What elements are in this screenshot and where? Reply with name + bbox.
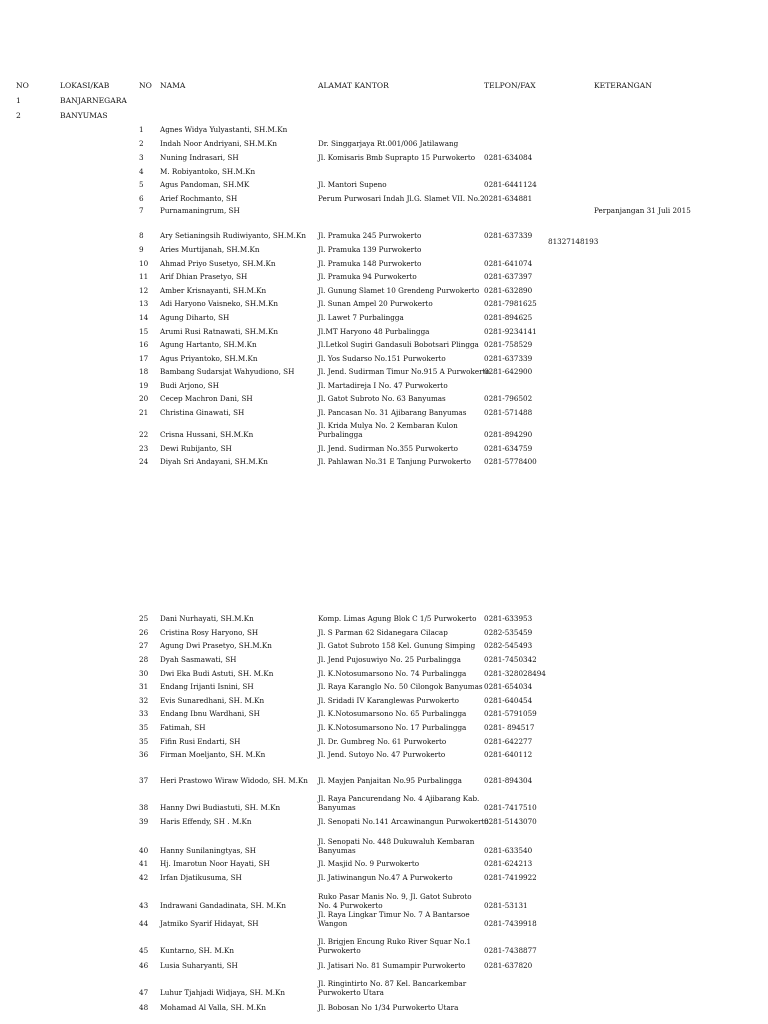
phone-fax: 0281-758529 xyxy=(484,340,533,349)
notary-name: Lusia Suharyanti, SH xyxy=(160,961,238,970)
row-number: 44 xyxy=(139,919,149,928)
notary-name: Firman Moeljanto, SH. M.Kn xyxy=(160,750,266,759)
office-address: Jl. Sunan Ampel 20 Purwokerto xyxy=(318,299,433,308)
row-number: 2 xyxy=(139,139,144,148)
office-address: Komp. Limas Agung Blok C 1/5 Purwokerto xyxy=(318,614,477,623)
row-number: 40 xyxy=(139,846,149,855)
row-number: 33 xyxy=(139,709,149,718)
notary-name: Luhur Tjahjadi Widjaya, SH. M.Kn xyxy=(160,988,286,997)
notary-name: Nuning Indrasari, SH xyxy=(160,153,239,162)
notary-name: Agung Diharto, SH xyxy=(160,313,230,322)
row-number: 15 xyxy=(139,327,149,336)
header-alamat: ALAMAT KANTOR xyxy=(318,81,389,90)
row-number: 7 xyxy=(139,206,144,215)
office-address: Jl. Dr. Gumbreg No. 61 Purwokerto xyxy=(318,737,447,746)
row-number: 32 xyxy=(139,696,149,705)
office-address: Jl. Sridadi IV Karanglewas Purwokerto xyxy=(318,696,460,705)
notary-name: Endang Irijanti Isnini, SH xyxy=(160,682,254,691)
office-address: Jl. Martadireja I No. 47 Purwokerto xyxy=(318,381,448,390)
row-number: 27 xyxy=(139,641,149,650)
row-number: 18 xyxy=(139,367,149,376)
row-number: 12 xyxy=(139,286,149,295)
row-number: 30 xyxy=(139,669,149,678)
office-address: Ruko Pasar Manis No. 9, Jl. Gatot Subroto No. 4 Purwokerto xyxy=(318,892,472,910)
phone-fax: 0281-5791059 xyxy=(484,709,537,718)
office-address: Jl. Pramuka 245 Purwokerto xyxy=(318,231,422,240)
notary-name: Haris Effendy, SH . M.Kn xyxy=(160,817,252,826)
header-no: NO xyxy=(16,81,29,90)
office-address: Jl. Raya Karanglo No. 50 Cilongok Banyumas xyxy=(318,682,483,691)
row-number: 17 xyxy=(139,354,149,363)
office-address: Jl. S Parman 62 Sidanegara Cilacap xyxy=(318,628,448,637)
notary-name: Cecep Machron Dani, SH xyxy=(160,394,253,403)
notary-name: Heri Prastowo Wiraw Widodo, SH. M.Kn xyxy=(160,776,308,785)
office-address: Jl. Raya Pancurendang No. 4 Ajibarang Kab. Banyumas xyxy=(318,794,480,812)
phone-fax: 0281-637397 xyxy=(484,272,533,281)
office-address: Jl. Jatisari No. 81 Sumampir Purwokerto xyxy=(318,961,466,970)
office-address: Jl. Krida Mulya No. 2 Kembaran Kulon Purbalingga xyxy=(318,421,458,439)
row-number: 13 xyxy=(139,299,149,308)
row-number: 28 xyxy=(139,655,149,664)
notary-name: Endang Ibnu Wardhani, SH xyxy=(160,709,260,718)
office-address: Jl. Mayjen Panjaitan No.95 Purbalingga xyxy=(318,776,462,785)
phone-fax: 0281-7450342 xyxy=(484,655,537,664)
phone-fax: 0281-53131 xyxy=(484,901,528,910)
office-address: Jl. Lawet 7 Purbalingga xyxy=(318,313,404,322)
phone-fax: 0282-535459 xyxy=(484,628,533,637)
region-no: 1 xyxy=(16,96,21,105)
office-address: Jl. K.Notosumarsono No. 65 Purbalingga xyxy=(318,709,467,718)
notary-name: Budi Arjono, SH xyxy=(160,381,219,390)
row-number: 23 xyxy=(139,444,149,453)
region-no: 2 xyxy=(16,111,21,120)
phone-fax: 0281-641074 xyxy=(484,259,533,268)
notary-name: Dani Nurhayati, SH.M.Kn xyxy=(160,614,254,623)
phone-fax: 0281-640112 xyxy=(484,750,533,759)
phone-fax: 0281-654034 xyxy=(484,682,533,691)
row-number: 46 xyxy=(139,961,149,970)
phone-fax: 0281- 894517 xyxy=(484,723,535,732)
phone-fax: 0281-5778400 xyxy=(484,457,537,466)
office-address: Jl. Gatot Subroto 158 Kel. Gunung Simping xyxy=(318,641,476,650)
office-address: Perum Purwosari Indah Jl.G. Slamet VII. No.2 xyxy=(318,194,485,203)
row-number: 36 xyxy=(139,750,149,759)
phone-fax: 0281-7417510 xyxy=(484,803,537,812)
notary-name: Dyah Sasmawati, SH xyxy=(160,655,237,664)
office-address: Jl. Jend. Sutoyo No. 47 Purwokerto xyxy=(318,750,446,759)
office-address: Jl. Komisaris Bmb Suprapto 15 Purwokerto xyxy=(318,153,476,162)
notary-name: Hanny Sunilaningtyas, SH xyxy=(160,846,257,855)
phone-fax: 0281-7438877 xyxy=(484,946,537,955)
row-number: 31 xyxy=(139,682,149,691)
row-number: 48 xyxy=(139,1003,149,1012)
notary-name: Agnes Widya Yulyastanti, SH.M.Kn xyxy=(160,125,288,134)
region-name: BANYUMAS xyxy=(60,111,108,120)
notary-name: Irfan Djatikusuma, SH xyxy=(160,873,242,882)
phone-fax: 0281-6441124 xyxy=(484,180,537,189)
row-number: 6 xyxy=(139,194,144,203)
office-address: Dr. Singgarjaya Rt.001/006 Jatilawang xyxy=(318,139,459,148)
notary-name: Mohamad Al Valla, SH. M.Kn xyxy=(160,1003,267,1012)
notary-name: Arif Dhian Prasetyo, SH xyxy=(160,272,248,281)
office-address: Jl. Raya Lingkar Timur No. 7 A Bantarsoe Wangon xyxy=(318,910,470,928)
office-address: Jl. Masjid No. 9 Purwokerto xyxy=(318,859,420,868)
office-address: Jl. Pahlawan No.31 E Tanjung Purwokerto xyxy=(318,457,472,466)
office-address: Jl. Pramuka 139 Purwokerto xyxy=(318,245,422,254)
phone-fax: 0281-7419922 xyxy=(484,873,537,882)
office-address: Jl.MT Haryono 48 Purbalingga xyxy=(318,327,430,336)
notary-name: Ahmad Priyo Susetyo, SH.M.Kn xyxy=(160,259,276,268)
phone-fax: 0281-634881 xyxy=(484,194,533,203)
phone-fax: 0281-894304 xyxy=(484,776,533,785)
row-number: 42 xyxy=(139,873,149,882)
phone-fax: 0281-571488 xyxy=(484,408,533,417)
office-address: Jl. Senopati No.141 Arcawinangun Purwokerto xyxy=(318,817,489,826)
row-number: 11 xyxy=(139,272,149,281)
phone-fax: 0281-624213 xyxy=(484,859,533,868)
office-address: Jl. Bobosan No 1/34 Purwokerto Utara xyxy=(318,1003,459,1012)
phone-fax: 0281-633953 xyxy=(484,614,533,623)
notary-name: Bambang Sudarsjat Wahyudiono, SH xyxy=(160,367,295,376)
phone-fax: 0281-637339 xyxy=(484,231,533,240)
office-address: Jl. Jend Pujosuwiyo No. 25 Purbalingga xyxy=(318,655,461,664)
notary-name: Fifin Rusi Endarti, SH xyxy=(160,737,241,746)
office-address: Jl. Jend. Sudirman No.355 Purwokerto xyxy=(318,444,459,453)
row-number: 26 xyxy=(139,628,149,637)
notary-name: Jatmiko Syarif Hidayat, SH xyxy=(160,919,259,928)
row-number: 39 xyxy=(139,817,149,826)
notary-name: Fatimah, SH xyxy=(160,723,206,732)
phone-fax: 0281-642900 xyxy=(484,367,533,376)
notary-name: Dwi Eka Budi Astuti, SH. M.Kn xyxy=(160,669,274,678)
notary-name: Agung Dwi Prasetyo, SH.M.Kn xyxy=(160,641,272,650)
row-number: 37 xyxy=(139,776,149,785)
notary-name: Ary Setianingsih Rudiwiyanto, SH.M.Kn xyxy=(160,231,306,240)
notary-name: Amber Krisnayanti, SH.M.Kn xyxy=(160,286,267,295)
row-number: 22 xyxy=(139,430,149,439)
row-number: 41 xyxy=(139,859,149,868)
phone-fax: 0281-642277 xyxy=(484,737,533,746)
notary-name: Crisna Hussani, SH.M.Kn xyxy=(160,430,254,439)
row-number: 14 xyxy=(139,313,149,322)
row-number: 25 xyxy=(139,614,149,623)
office-address: Jl. Yos Sudarso No.151 Purwokerto xyxy=(318,354,446,363)
phone-fax: 0281-796502 xyxy=(484,394,533,403)
office-address: Jl.Letkol Sugiri Gandasuli Bobotsari Plingga xyxy=(318,340,479,349)
phone-fax: 0281-640454 xyxy=(484,696,533,705)
office-address: Jl. Senopati No. 448 Dukuwaluh Kembaran Banyumas xyxy=(318,837,475,855)
row-number: 20 xyxy=(139,394,149,403)
row-number: 3 xyxy=(139,153,144,162)
notary-name: Aries Murtijanah, SH.M.Kn xyxy=(160,245,260,254)
row-number: 9 xyxy=(139,245,144,254)
phone-fax: 0281-894625 xyxy=(484,313,533,322)
phone-fax: 0281-9234141 xyxy=(484,327,537,336)
notary-name: Indrawani Gandadinata, SH. M.Kn xyxy=(160,901,286,910)
row-number: 19 xyxy=(139,381,149,390)
office-address: Jl. Gatot Subroto No. 63 Banyumas xyxy=(318,394,446,403)
notary-name: Kuntarno, SH. M.Kn xyxy=(160,946,235,955)
notary-name: Dewi Rubijanto, SH xyxy=(160,444,232,453)
row-number: 35 xyxy=(139,723,149,732)
notary-name: Agus Priyantoko, SH.M.Kn xyxy=(160,354,258,363)
phone-fax: 0282-545493 xyxy=(484,641,533,650)
header-lokasi: LOKASI/KAB xyxy=(60,81,110,90)
phone-fax: 0281-633540 xyxy=(484,846,533,855)
office-address: Jl. Jatiwinangun No.47 A Purwokerto xyxy=(318,873,453,882)
row-number: 21 xyxy=(139,408,149,417)
header-nama: NAMA xyxy=(160,81,186,90)
phone-fax: 0281-328028494 xyxy=(484,669,546,678)
keterangan-note: 81327148193 xyxy=(548,237,599,246)
phone-fax: 0281-634759 xyxy=(484,444,533,453)
notary-name: Hj. Imarotun Noor Hayati, SH xyxy=(160,859,270,868)
office-address: Jl. Jend. Sudirman Timur No.915 A Purwokerto xyxy=(318,367,490,376)
notary-name: Agung Hartanto, SH.M.Kn xyxy=(160,340,257,349)
phone-fax: 0281-894290 xyxy=(484,430,533,439)
notary-name: Diyah Sri Andayani, SH.M.Kn xyxy=(160,457,268,466)
office-address: Jl. Ringintirto No. 87 Kel. Bancarkembar Purwokerto Utara xyxy=(318,979,467,997)
notary-name: Adi Haryono Vaisneko, SH.M.Kn xyxy=(160,299,279,308)
row-number: 47 xyxy=(139,988,149,997)
phone-fax: 0281-632890 xyxy=(484,286,533,295)
notary-name: Hanny Dwi Budiastuti, SH. M.Kn xyxy=(160,803,281,812)
phone-fax: 0281-5143070 xyxy=(484,817,537,826)
row-number: 45 xyxy=(139,946,149,955)
notary-name: Indah Noor Andriyani, SH.M.Kn xyxy=(160,139,278,148)
notary-name: Purnamaningrum, SH xyxy=(160,206,240,215)
row-number: 35 xyxy=(139,737,149,746)
phone-fax: 0281-7439918 xyxy=(484,919,537,928)
phone-fax: 0281-637339 xyxy=(484,354,533,363)
header-keterangan: KETERANGAN xyxy=(594,81,652,90)
row-number: 5 xyxy=(139,180,144,189)
region-name: BANJARNEGARA xyxy=(60,96,127,105)
office-address: Jl. Pancasan No. 31 Ajibarang Banyumas xyxy=(318,408,467,417)
row-number: 8 xyxy=(139,231,144,240)
row-number: 4 xyxy=(139,167,144,176)
office-address: Jl. Mantori Supeno xyxy=(318,180,387,189)
notary-name: Agus Pandoman, SH.MK xyxy=(160,180,250,189)
row-number: 24 xyxy=(139,457,149,466)
office-address: Jl. Gunung Slamet 10 Grendeng Purwokerto xyxy=(318,286,480,295)
row-number: 43 xyxy=(139,901,149,910)
phone-fax: 0281-7981625 xyxy=(484,299,537,308)
notary-name: M. Robiyantoko, SH.M.Kn xyxy=(160,167,256,176)
row-number: 38 xyxy=(139,803,149,812)
notary-name: Cristina Rosy Haryono, SH xyxy=(160,628,259,637)
keterangan-note: Perpanjangan 31 Juli 2015 xyxy=(594,206,691,215)
notary-name: Christina Ginawati, SH xyxy=(160,408,245,417)
notary-name: Arumi Rusi Ratnawati, SH.M.Kn xyxy=(160,327,278,336)
office-address: Jl. Brigjen Encung Ruko River Squar No.1 Purwokerto xyxy=(318,937,472,955)
phone-fax: 0281-634084 xyxy=(484,153,533,162)
row-number: 1 xyxy=(139,125,144,134)
phone-fax: 0281-637820 xyxy=(484,961,533,970)
row-number: 10 xyxy=(139,259,149,268)
office-address: Jl. Pramuka 148 Purwokerto xyxy=(318,259,422,268)
header-telpon: TELPON/FAX xyxy=(484,81,536,90)
notary-name: Evis Sunaredhani, SH. M.Kn xyxy=(160,696,265,705)
row-number: 16 xyxy=(139,340,149,349)
header-no-2: NO xyxy=(139,81,152,90)
office-address: Jl. Pramuka 94 Purwokerto xyxy=(318,272,417,281)
office-address: Jl. K.Notosumarsono No. 17 Purbalingga xyxy=(318,723,467,732)
notary-name: Arief Rochmanto, SH xyxy=(160,194,238,203)
office-address: Jl. K.Notosumarsono No. 74 Purbalingga xyxy=(318,669,467,678)
